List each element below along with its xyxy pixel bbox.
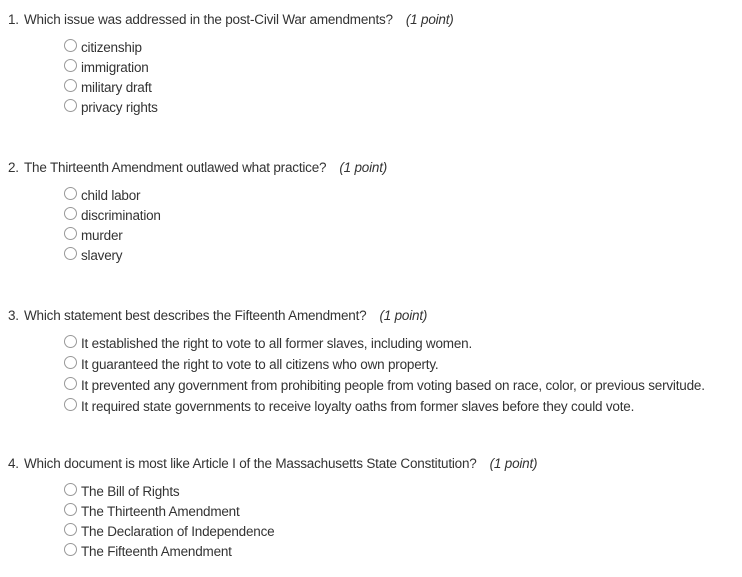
radio-button-icon[interactable]	[64, 398, 77, 411]
options-group	[64, 333, 742, 417]
option-label: privacy rights	[81, 99, 158, 115]
radio-button-icon[interactable]	[64, 335, 77, 348]
radio-button-icon[interactable]	[64, 227, 77, 240]
answer-option[interactable]	[64, 396, 742, 417]
radio-button-icon[interactable]	[64, 523, 77, 536]
radio-button-icon[interactable]	[64, 503, 77, 516]
options-group	[64, 37, 742, 117]
question-title	[8, 13, 742, 27]
question-number: 1.	[8, 12, 19, 27]
answer-option[interactable]	[64, 225, 742, 245]
question-block	[8, 161, 742, 265]
answer-option[interactable]	[64, 37, 742, 57]
option-label: It prevented any government from prohibiting people from voting based on race, color, or previous servitude.	[81, 378, 705, 393]
answer-option[interactable]	[64, 185, 742, 205]
answer-option[interactable]	[64, 245, 742, 265]
question-text: Which statement best describes the Fifteenth Amendment?	[24, 308, 367, 323]
option-label: slavery	[81, 247, 123, 263]
points-label: (1 point)	[379, 308, 428, 323]
radio-button-icon[interactable]	[64, 187, 77, 200]
radio-button-icon[interactable]	[64, 483, 77, 496]
option-label: military draft	[81, 79, 152, 95]
radio-button-icon[interactable]	[64, 543, 77, 556]
radio-button-icon[interactable]	[64, 59, 77, 72]
points-label: (1 point)	[339, 160, 388, 175]
question-block	[8, 457, 742, 561]
option-label: discrimination	[81, 207, 161, 223]
question-title	[8, 457, 742, 471]
option-label: The Bill of Rights	[81, 483, 180, 499]
answer-option[interactable]	[64, 375, 742, 396]
option-label: It guaranteed the right to vote to all citizens who own property.	[81, 357, 439, 372]
question-title	[8, 161, 742, 175]
option-label: immigration	[81, 59, 149, 75]
option-label: murder	[81, 227, 123, 243]
question-title	[8, 309, 742, 323]
answer-option[interactable]	[64, 481, 742, 501]
option-label: citizenship	[81, 39, 142, 55]
radio-button-icon[interactable]	[64, 247, 77, 260]
radio-button-icon[interactable]	[64, 377, 77, 390]
option-label: It required state governments to receive loyalty oaths from former slaves before they could vote.	[81, 399, 635, 414]
option-label: child labor	[81, 187, 141, 203]
answer-option[interactable]	[64, 541, 742, 561]
options-group	[64, 185, 742, 265]
answer-option[interactable]	[64, 501, 742, 521]
answer-option[interactable]	[64, 205, 742, 225]
question-number: 3.	[8, 308, 19, 323]
question-text: Which issue was addressed in the post-Civil War amendments?	[24, 12, 393, 27]
question-text: Which document is most like Article I of the Massachusetts State Constitution?	[24, 456, 477, 471]
answer-option[interactable]	[64, 77, 742, 97]
points-label: (1 point)	[405, 12, 454, 27]
question-number: 4.	[8, 456, 19, 471]
option-label: The Thirteenth Amendment	[81, 503, 240, 519]
option-label: It established the right to vote to all former slaves, including women.	[81, 336, 473, 351]
question-text: The Thirteenth Amendment outlawed what practice?	[24, 160, 327, 175]
question-block	[8, 13, 742, 117]
radio-button-icon[interactable]	[64, 99, 77, 112]
answer-option[interactable]	[64, 521, 742, 541]
radio-button-icon[interactable]	[64, 79, 77, 92]
radio-button-icon[interactable]	[64, 207, 77, 220]
answer-option[interactable]	[64, 354, 742, 375]
question-block	[8, 309, 742, 417]
options-group	[64, 481, 742, 561]
answer-option[interactable]	[64, 57, 742, 77]
answer-option[interactable]	[64, 333, 742, 354]
answer-option[interactable]	[64, 97, 742, 117]
radio-button-icon[interactable]	[64, 39, 77, 52]
points-label: (1 point)	[489, 456, 538, 471]
question-number: 2.	[8, 160, 19, 175]
radio-button-icon[interactable]	[64, 356, 77, 369]
option-label: The Declaration of Independence	[81, 523, 275, 539]
option-label: The Fifteenth Amendment	[81, 543, 232, 559]
